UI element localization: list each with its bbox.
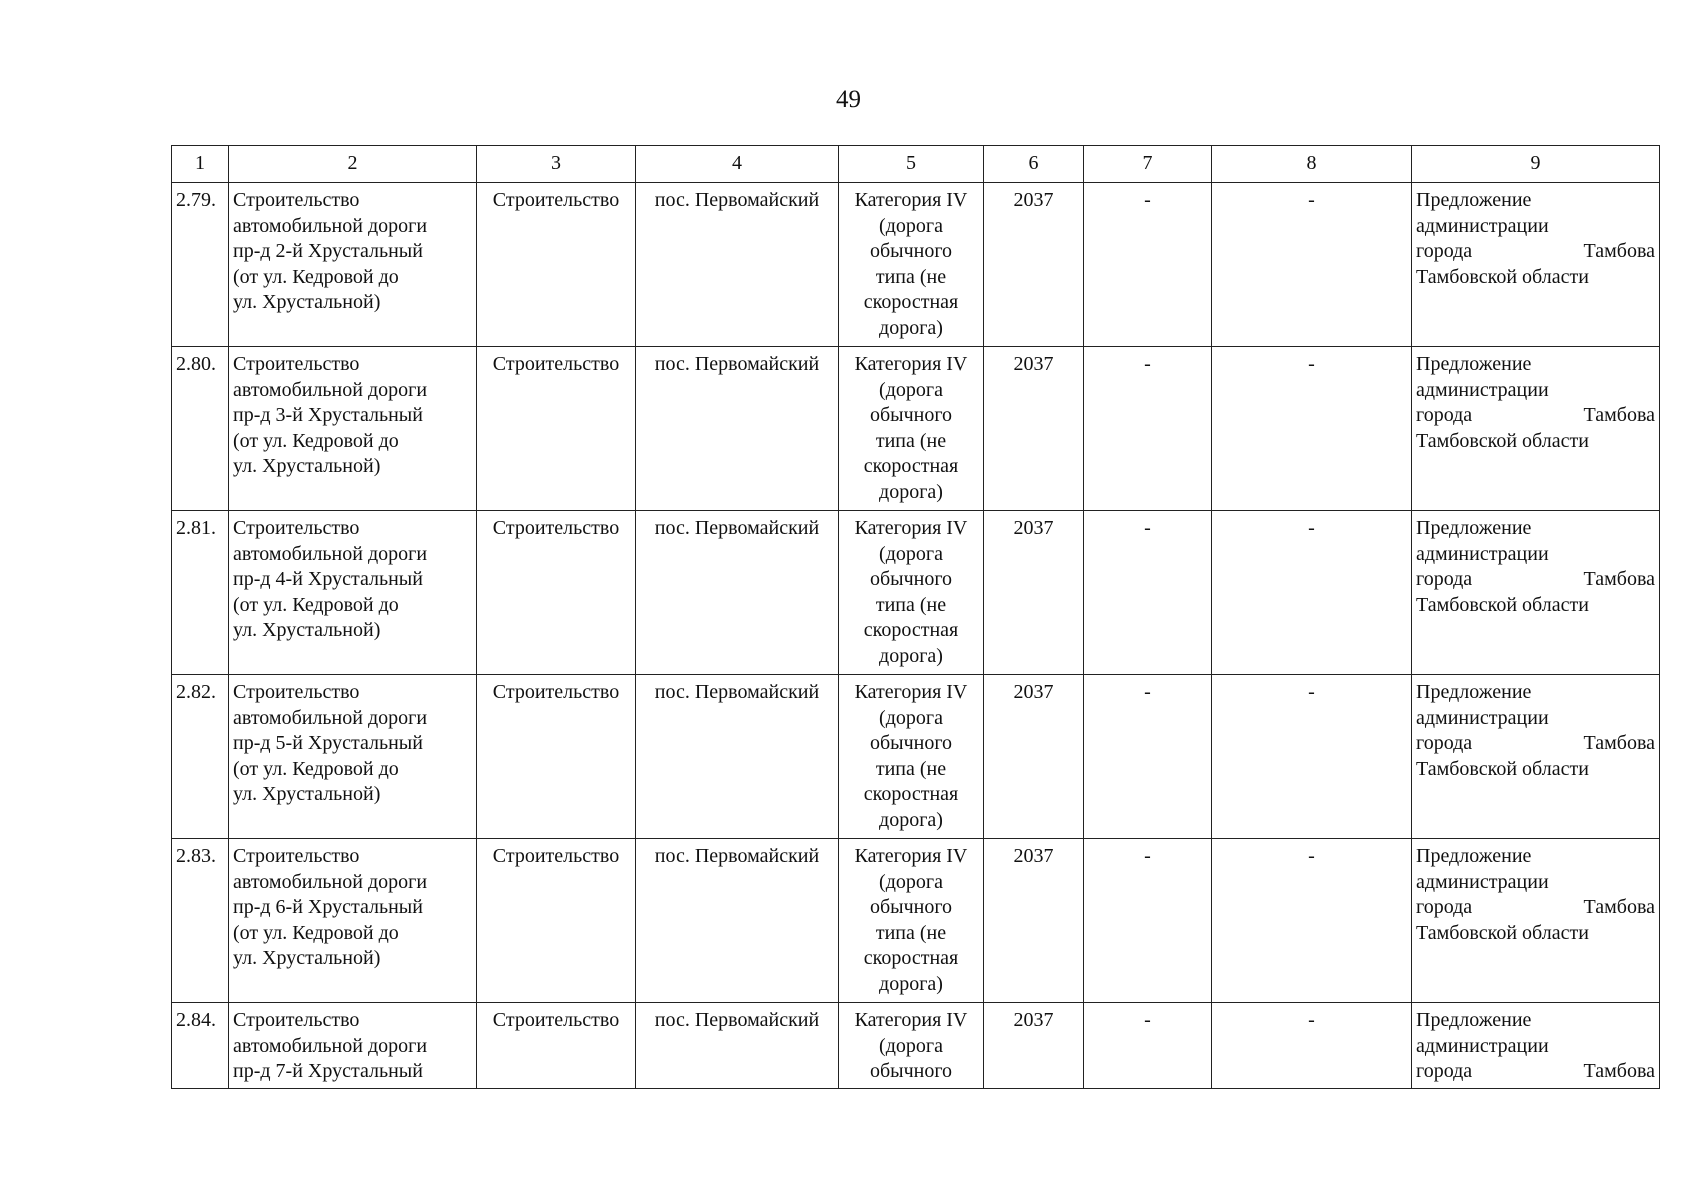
category-line: типа (не [875,757,947,780]
year: 2037 [984,347,1084,511]
source-basis [1412,511,1660,675]
table-row [172,511,1660,675]
category-line: обычного [869,404,953,426]
table-row [172,1003,1660,1089]
object-name-line: (от ул. Кедровой до [233,757,399,780]
object-name-line: Строительство [233,1009,360,1031]
object-name-line: пр-д 6-й Хрустальный [233,896,423,918]
source-line: города Тамбова [1416,1060,1655,1082]
source-line: Предложение [1416,353,1532,375]
row-number: 2.79. [172,183,229,347]
table-row [172,183,1660,347]
object-name-line: пр-д 3-й Хрустальный [233,404,423,426]
work-type: Строительство [477,1003,636,1089]
object-name-line: автомобильной дороги [233,214,428,237]
source-line: Тамбовской области [1416,921,1589,944]
year: 2037 [984,675,1084,839]
category-line: Категория IV [854,517,968,539]
source-line: Тамбовской области [1416,265,1589,288]
location: пос. Первомайский [636,675,839,839]
category-line: (дорога [879,378,943,401]
col8-value: - [1212,183,1412,347]
road-category [839,1003,984,1089]
location: пос. Первомайский [636,1003,839,1089]
object-name-line: автомобильной дороги [233,1034,428,1057]
category-line: (дорога [879,870,943,893]
object-name-line: автомобильной дороги [233,706,428,729]
source-line: администрации [1416,378,1549,401]
category-line: (дорога [879,1034,943,1057]
header-cell: 8 [1212,146,1412,183]
row-number: 2.81. [172,511,229,675]
object-name-line: Строительство [233,189,360,211]
source-line: Тамбовской области [1416,593,1589,616]
source-basis [1412,1003,1660,1089]
category-line: (дорога [879,706,943,729]
source-line: администрации [1416,542,1549,565]
source-line: города Тамбова [1416,732,1655,754]
col7-value: - [1084,1003,1212,1089]
source-line: Тамбовской области [1416,429,1589,452]
source-line: города Тамбова [1416,568,1655,590]
table-header-row [172,146,1660,183]
category-line: обычного [869,896,953,918]
category-line: (дорога [879,214,943,237]
road-category [839,347,984,511]
source-line: города Тамбова [1416,240,1655,262]
header-cell: 5 [839,146,984,183]
road-category [839,675,984,839]
row-number: 2.80. [172,347,229,511]
category-line: Категория IV [854,681,968,703]
category-line: (дорога [879,542,943,565]
object-name-line: ул. Хрустальной) [233,783,381,805]
object-name-line: ул. Хрустальной) [233,947,381,969]
col8-value: - [1212,675,1412,839]
object-name-line: Строительство [233,353,360,375]
year: 2037 [984,511,1084,675]
category-line: типа (не [875,429,947,452]
category-line: Категория IV [854,845,968,867]
source-line: Предложение [1416,189,1532,211]
work-type: Строительство [477,839,636,1003]
category-line: дорога) [879,808,943,831]
col7-value: - [1084,183,1212,347]
col7-value: - [1084,511,1212,675]
source-line: администрации [1416,214,1549,237]
object-name-line: пр-д 5-й Хрустальный [233,732,423,754]
road-category [839,511,984,675]
category-line: дорога) [879,316,943,339]
row-number: 2.83. [172,839,229,1003]
row-number: 2.82. [172,675,229,839]
object-name-line: Строительство [233,845,360,867]
category-line: типа (не [875,265,947,288]
work-type: Строительство [477,347,636,511]
location: пос. Первомайский [636,347,839,511]
object-name-line: пр-д 4-й Хрустальный [233,568,423,590]
source-basis [1412,183,1660,347]
object-name-line: (от ул. Кедровой до [233,593,399,616]
category-line: скоростная [863,947,959,969]
source-basis [1412,675,1660,839]
category-line: обычного [869,568,953,590]
category-line: скоростная [863,291,959,313]
category-line: дорога) [879,480,943,503]
object-name-line: автомобильной дороги [233,870,428,893]
category-line: обычного [869,732,953,754]
object-name-line: ул. Хрустальной) [233,291,381,313]
location: пос. Первомайский [636,511,839,675]
object-name [229,511,477,675]
work-type: Строительство [477,183,636,347]
row-number: 2.84. [172,1003,229,1089]
object-name-line: (от ул. Кедровой до [233,921,399,944]
object-name [229,675,477,839]
source-line: города Тамбова [1416,896,1655,918]
object-name [229,1003,477,1089]
source-line: Предложение [1416,681,1532,703]
location: пос. Первомайский [636,183,839,347]
category-line: дорога) [879,644,943,667]
road-construction-table [171,145,1660,1089]
object-name [229,347,477,511]
road-category [839,839,984,1003]
category-line: дорога) [879,972,943,995]
object-name-line: автомобильной дороги [233,378,428,401]
category-line: скоростная [863,455,959,477]
category-line: Категория IV [854,353,968,375]
year: 2037 [984,1003,1084,1089]
source-line: администрации [1416,870,1549,893]
object-name-line: (от ул. Кедровой до [233,265,399,288]
category-line: типа (не [875,593,947,616]
object-name-line: ул. Хрустальной) [233,619,381,641]
road-category [839,183,984,347]
col8-value: - [1212,511,1412,675]
header-cell: 2 [229,146,477,183]
year: 2037 [984,183,1084,347]
category-line: Категория IV [854,189,968,211]
location: пос. Первомайский [636,839,839,1003]
object-name [229,839,477,1003]
table-row [172,675,1660,839]
category-line: скоростная [863,783,959,805]
year: 2037 [984,839,1084,1003]
work-type: Строительство [477,511,636,675]
source-line: администрации [1416,1034,1549,1057]
header-cell: 1 [172,146,229,183]
object-name-line: Строительство [233,517,360,539]
work-type: Строительство [477,675,636,839]
category-line: обычного [869,1060,953,1082]
object-name-line: пр-д 7-й Хрустальный [233,1060,423,1082]
col7-value: - [1084,675,1212,839]
table-row [172,347,1660,511]
col7-value: - [1084,347,1212,511]
source-line: города Тамбова [1416,404,1655,426]
page-number: 49 [836,86,861,113]
col8-value: - [1212,347,1412,511]
col8-value: - [1212,1003,1412,1089]
category-line: типа (не [875,921,947,944]
category-line: обычного [869,240,953,262]
source-basis [1412,839,1660,1003]
header-cell: 6 [984,146,1084,183]
object-name-line: пр-д 2-й Хрустальный [233,240,423,262]
header-cell: 4 [636,146,839,183]
header-cell: 7 [1084,146,1212,183]
category-line: скоростная [863,619,959,641]
source-line: Предложение [1416,1009,1532,1031]
object-name-line: (от ул. Кедровой до [233,429,399,452]
source-line: администрации [1416,706,1549,729]
header-cell: 9 [1412,146,1660,183]
source-line: Предложение [1416,845,1532,867]
header-cell: 3 [477,146,636,183]
source-line: Тамбовской области [1416,757,1589,780]
category-line: Категория IV [854,1009,968,1031]
col7-value: - [1084,839,1212,1003]
source-basis [1412,347,1660,511]
object-name-line: ул. Хрустальной) [233,455,381,477]
source-line: Предложение [1416,517,1532,539]
col8-value: - [1212,839,1412,1003]
object-name-line: Строительство [233,681,360,703]
table-row [172,839,1660,1003]
object-name-line: автомобильной дороги [233,542,428,565]
object-name [229,183,477,347]
